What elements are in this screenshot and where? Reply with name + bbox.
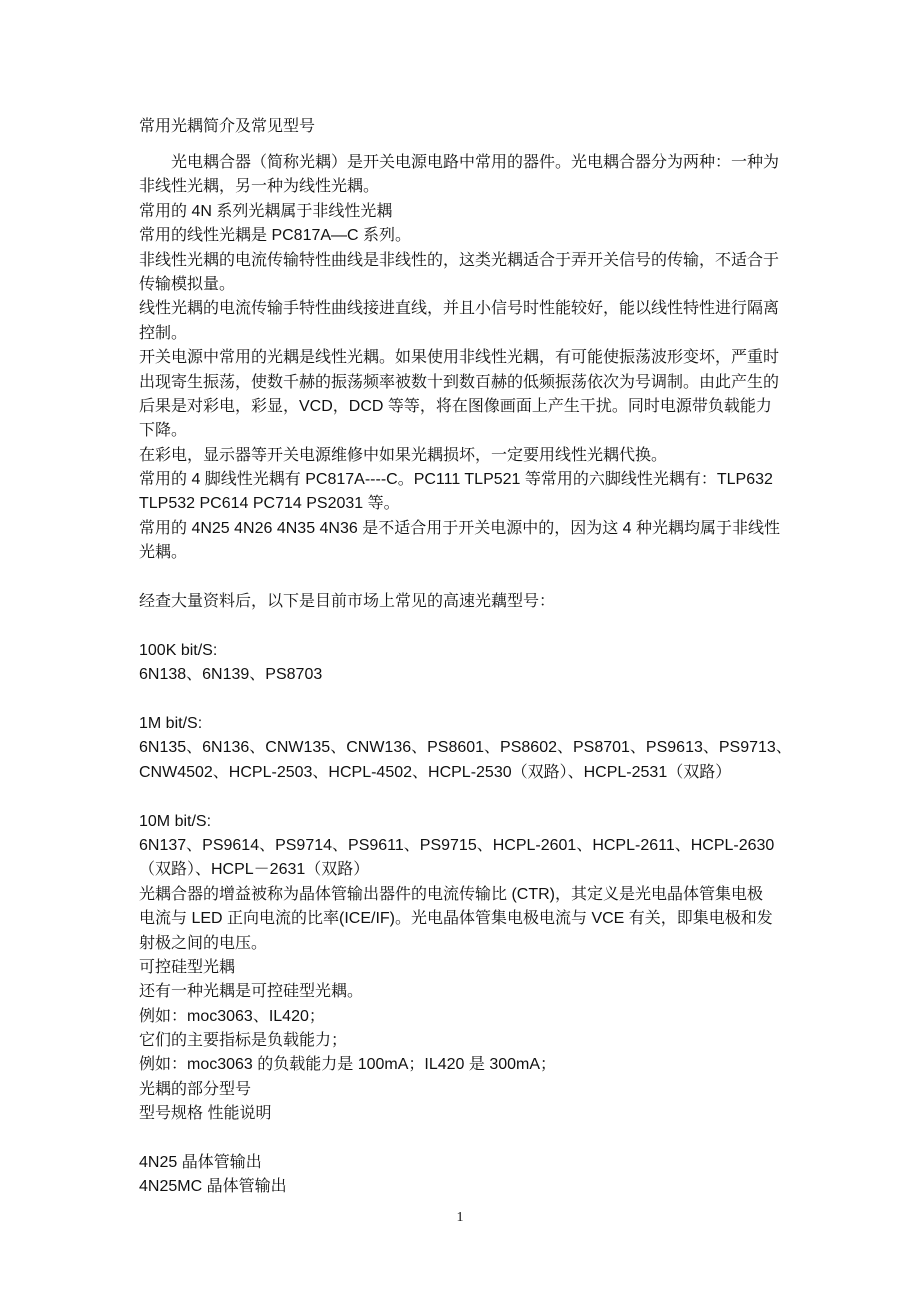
text-line: 电流与 LED 正向电流的比率(ICE/IF)。光电晶体管集电极电流与 VCE 有关，即集电极和发 — [139, 910, 773, 928]
text-line: 6N137、PS9614、PS9714、PS9611、PS9715、HCPL-2601、HCPL-2611、HCPL-2630 — [139, 836, 775, 854]
paragraph — [139, 346, 799, 444]
paragraph — [139, 1029, 799, 1053]
paragraph — [139, 736, 799, 785]
paragraph — [139, 1102, 799, 1126]
text-line: 100K bit/S: — [139, 641, 218, 659]
text-line: 在彩电，显示器等开关电源维修中如果光耦损坏，一定要用线性光耦代换。 — [139, 446, 668, 464]
paragraph — [139, 297, 799, 346]
paragraph — [139, 468, 799, 517]
text-line: 控制。 — [139, 324, 188, 342]
paragraph — [139, 956, 799, 980]
text-line: 常用的 4N 系列光耦属于非线性光耦 — [139, 202, 393, 220]
paragraph — [139, 810, 799, 834]
paragraph — [139, 517, 799, 566]
paragraph — [139, 1053, 799, 1077]
text-line: 4N25MC 晶体管输出 — [139, 1178, 287, 1196]
text-line: 后果是对彩电，彩显，VCD，DCD 等等，将在图像画面上产生干扰。同时电源带负载能力 — [139, 397, 772, 415]
text-line: 光耦合器的增益被称为晶体管输出器件的电流传输比 (CTR)，其定义是光电晶体管集电极 — [139, 885, 763, 903]
text-line: 型号规格 性能说明 — [139, 1105, 272, 1123]
text-line: 射极之间的电压。 — [139, 934, 268, 952]
text-line: （双路）、HCPL－2631（双路） — [139, 861, 370, 879]
paragraph — [139, 712, 799, 736]
text-line: 6N135、6N136、CNW135、CNW136、PS8601、PS8602、PS8701、PS9613、PS9713、 — [139, 739, 792, 757]
page-number: 1 — [456, 1210, 464, 1225]
text-line: 经查大量资料后，以下是目前市场上常见的高速光藕型号： — [139, 593, 556, 611]
blank-line — [139, 566, 799, 590]
text-line: 非线性光耦，另一种为线性光耦。 — [139, 178, 380, 196]
paragraph — [139, 249, 799, 298]
paragraph — [139, 151, 799, 175]
text-line: 光电耦合器（简称光耦）是开关电源电路中常用的器件。光电耦合器分为两种：一种为 — [171, 154, 780, 171]
paragraph — [139, 444, 799, 468]
paragraph — [139, 834, 799, 883]
paragraph — [139, 175, 799, 199]
text-line: 出现寄生振荡，使数千赫的振荡频率被数十到数百赫的低频振荡依次为号调制。由此产生的 — [139, 373, 780, 391]
text-line: 可控硅型光耦 — [139, 958, 236, 976]
text-line: 非线性光耦的电流传输特性曲线是非线性的，这类光耦适合于弄开关信号的传输，不适合于 — [139, 251, 780, 269]
text-line: 还有一种光耦是可控硅型光耦。 — [139, 983, 364, 1001]
text-line: 常用的线性光耦是 PC817A—C 系列。 — [139, 227, 412, 245]
paragraph — [139, 590, 799, 614]
text-line: 例如：moc3063 的负载能力是 100mA；IL420 是 300mA； — [139, 1056, 557, 1074]
text-line: 常用的 4 脚线性光耦有 PC817A----C。PC111 TLP521 等常用的六脚线性光耦有：TLP632 — [139, 471, 773, 489]
paragraph — [139, 200, 799, 224]
blank-line — [139, 785, 799, 809]
paragraph — [139, 1175, 799, 1199]
text-line: 4N25 晶体管输出 — [139, 1154, 262, 1172]
text-line: 光耦的部分型号 — [139, 1080, 252, 1098]
blank-line — [139, 1127, 799, 1151]
text-line: CNW4502、HCPL-2503、HCPL-4502、HCPL-2530（双路）、HCPL-2531（双路） — [139, 763, 732, 781]
paragraph — [139, 980, 799, 1004]
document-title: 常用光耦简介及常见型号 — [139, 118, 316, 135]
document-body — [139, 151, 799, 1200]
text-line: 常用的 4N25 4N26 4N35 4N36 是不适合用于开关电源中的，因为这 4 种光耦均属于非线性 — [139, 519, 781, 537]
text-line: 例如：moc3063、IL420； — [139, 1007, 325, 1025]
text-line: 传输模拟量。 — [139, 275, 236, 293]
paragraph — [139, 883, 799, 956]
text-line: 下降。 — [139, 422, 188, 440]
text-line: 1M bit/S: — [139, 714, 203, 732]
paragraph — [139, 1151, 799, 1175]
text-line: 它们的主要指标是负载能力； — [139, 1032, 348, 1050]
paragraph — [139, 1005, 799, 1029]
paragraph — [139, 663, 799, 687]
text-line: 10M bit/S: — [139, 812, 212, 830]
text-line: 光耦。 — [139, 544, 188, 562]
text-line: 6N138、6N139、PS8703 — [139, 666, 323, 684]
text-line: 线性光耦的电流传输手特性曲线接进直线，并且小信号时性能较好，能以线性特性进行隔离 — [139, 300, 780, 318]
paragraph — [139, 224, 799, 248]
blank-line — [139, 688, 799, 712]
text-line: 开关电源中常用的光耦是线性光耦。如果使用非线性光耦，有可能使振荡波形变坏，严重时 — [139, 349, 780, 367]
paragraph — [139, 639, 799, 663]
blank-line — [139, 614, 799, 638]
paragraph — [139, 1078, 799, 1102]
text-line: TLP532 PC614 PC714 PS2031 等。 — [139, 495, 400, 513]
